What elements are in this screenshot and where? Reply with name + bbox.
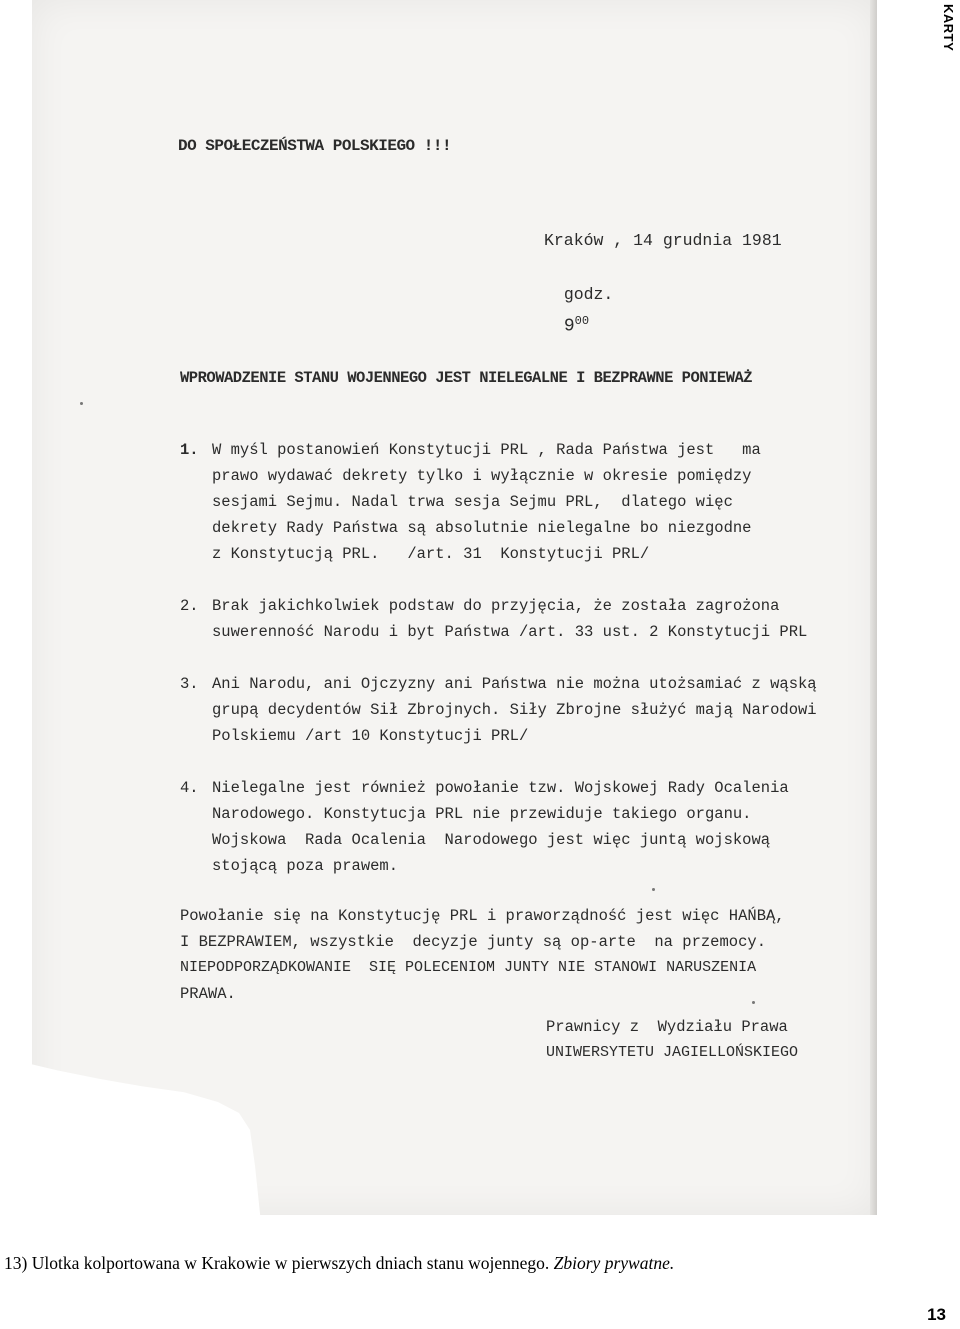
point-number: 2.: [180, 597, 199, 615]
point-line: stojącą poza prawem.: [212, 857, 399, 875]
point-line: Nielegalne jest również powołanie tzw. Wojskowej Rady Ocalenia: [212, 779, 789, 797]
time-minutes: 00: [574, 314, 590, 328]
point-line: prawo wydawać dekrety tylko i wyłącznie w okresie pomiędzy: [212, 467, 752, 485]
point-number: 1.: [180, 441, 199, 459]
page-number: 13: [927, 1305, 946, 1324]
time-prefix: godz.: [563, 285, 614, 304]
place-date: Kraków , 14 grudnia 1981: [544, 231, 782, 250]
point-line: Brak jakichkolwiek podstaw do przyjęcia, że została zagrożona: [212, 597, 780, 615]
time-hour: 9: [563, 316, 575, 337]
leaflet-header: DO SPOŁECZEŃSTWA POLSKIEGO !!!: [178, 137, 452, 155]
conclusion-line: NIEPODPORZĄDKOWANIE SIĘ POLECENIOM JUNTY NIE STANOWI NARUSZENIA: [180, 959, 757, 976]
point-line: W myśl postanowień Konstytucji PRL , Rada Państwa jest ma: [212, 441, 761, 459]
leaflet-headline: WPROWADZENIE STANU WOJENNEGO JEST NIELEGALNE I BEZPRAWNE PONIEWAŻ: [180, 369, 753, 387]
point-line: suwerenność Narodu i byt Państwa /art. 33 ust. 2 Konstytucji PRL: [212, 623, 808, 641]
caption-source: Zbiory prywatne.: [553, 1253, 675, 1273]
caption-text: 13) Ulotka kolportowana w Krakowie w pierwszych dniach stanu wojennego.: [4, 1253, 554, 1273]
figure-caption: [4, 1253, 674, 1274]
point-line: Narodowego. Konstytucja PRL nie przewiduje takiego organu.: [212, 805, 752, 823]
point-line: dekrety Rady Państwa są absolutnie nielegalne bo niezgodne: [212, 519, 752, 537]
time-line: [544, 256, 613, 340]
point-number: 4.: [180, 779, 199, 797]
conclusion-line: Powołanie się na Konstytucję PRL i praworządność jest więc HAŃBĄ,: [180, 907, 785, 925]
point-line: Ani Narodu, ani Ojczyzny ani Państwa nie można utożsamiać z wąską: [212, 675, 817, 693]
point-number: 3.: [180, 675, 199, 693]
point-line: z Konstytucją PRL. /art. 31 Konstytucji PRL/: [212, 545, 650, 563]
conclusion-line: PRAWA.: [180, 985, 236, 1003]
point-line: Polskiemu /art 10 Konstytucji PRL/: [212, 727, 529, 745]
conclusion-line: I BEZPRAWIEM, wszystkie decyzje junty są op-arte na przemocy.: [180, 933, 766, 951]
point-line: sesjami Sejmu. Nadal trwa sesja Sejmu PRL, dlatego więc: [212, 493, 733, 511]
point-line: Wojskowa Rada Ocalenia Narodowego jest więc juntą wojskową: [212, 831, 771, 849]
section-label: KARTY: [941, 4, 956, 52]
signature-line: UNIWERSYTETU JAGIELLOŃSKIEGO: [546, 1044, 799, 1061]
point-line: grupą decydentów Sił Zbrojnych. Siły Zbrojne służyć mają Narodowi: [212, 701, 817, 719]
signature-line: Prawnicy z Wydziału Prawa: [546, 1018, 788, 1036]
